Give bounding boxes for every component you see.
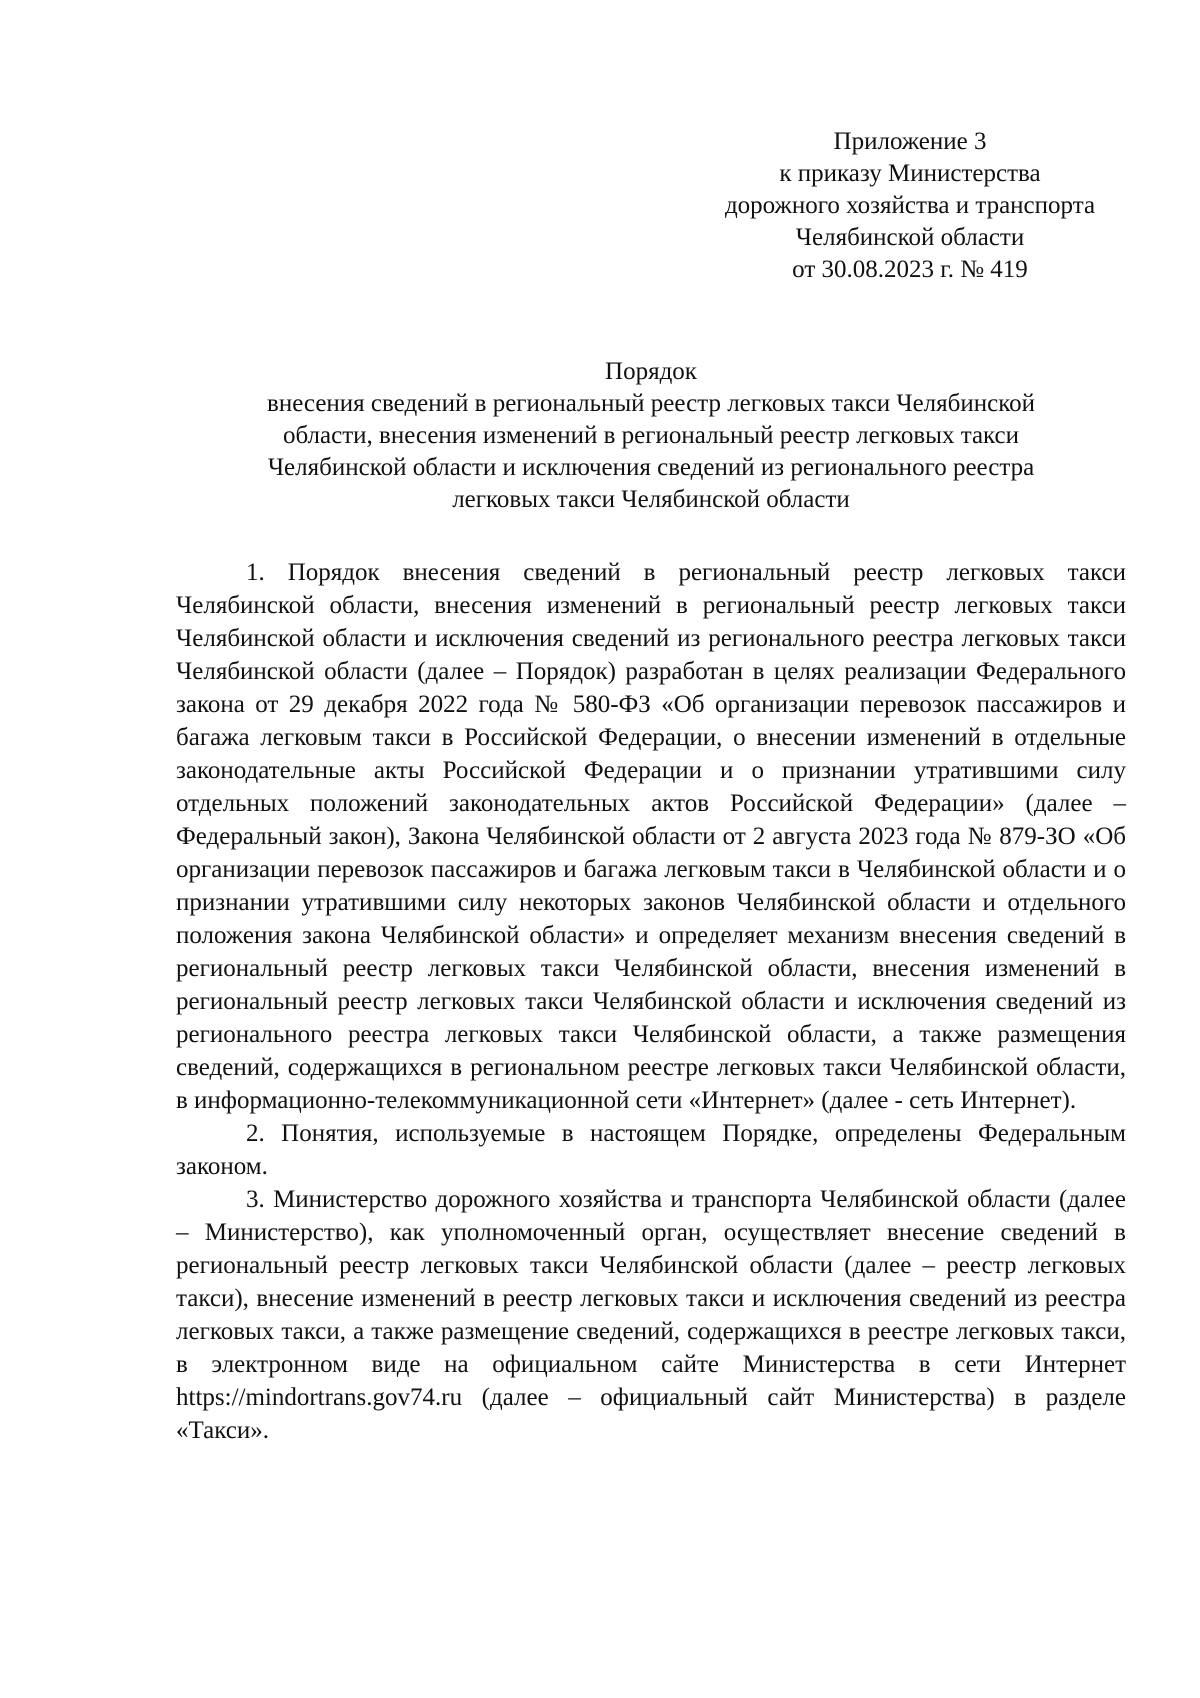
document-body xyxy=(176,556,1126,1447)
appendix-line: Приложение 3 xyxy=(833,128,987,155)
paragraph-2: 2. Понятия, используемые в настоящем Порядке, определены Федеральным законом. xyxy=(176,1120,1126,1180)
appendix-line: к приказу Министерства xyxy=(779,160,1041,187)
title-subtitle-line: Челябинской области и исключения сведений из регионального реестра xyxy=(267,454,1035,481)
title-subtitle-line: области, внесения изменений в региональный реестр легковых такси xyxy=(282,422,1020,449)
appendix-line: дорожного хозяйства и транспорта xyxy=(724,192,1096,219)
paragraph-3: 3. Министерство дорожного хозяйства и транспорта Челябинской области (далее – Министерство), как уполномоченный орган, осуществляет внесение сведений в региональный реестр легковых такси Челябинской области (далее – реестр легковых такси), внесение изменений в реестр легковых такси и исключения сведений из реестра легковых такси, а также размещение сведений, содержащихся в реестре легковых такси, в электронном виде на официальном сайте Министерства в сети Интернет https://mindortrans.gov74.ru (далее – официальный сайт Министерства) в разделе «Такси». xyxy=(176,1186,1126,1444)
title-subtitle-line: внесения сведений в региональный реестр легковых такси Челябинской xyxy=(267,390,1035,417)
appendix-line: от 30.08.2023 г. № 419 xyxy=(792,256,1028,283)
paragraph-1: 1. Порядок внесения сведений в региональный реестр легковых такси Челябинской области, внесения изменений в региональный реестр легковых такси Челябинской области и исключения сведений из регионального реестра легковых такси Челябинской области (далее – Порядок) разработан в целях реализации Федерального закона от 29 декабря 2022 года № 580-ФЗ «Об организации перевозок пассажиров и багажа легковым такси в Российской Федерации, о внесении изменений в отдельные законодательные акты Российской Федерации и о признании утратившими силу отдельных положений законодательных актов Российской Федерации» (далее – Федеральный закон), Закона Челябинской области от 2 августа 2023 года № 879-ЗО «Об организации перевозок пассажиров и багажа легковым такси в Челябинской области и о признании утратившими силу некоторых законов Челябинской области и отдельного положения закона Челябинской области» и определяет механизм внесения сведений в региональный реестр легковых такси Челябинской области, внесения изменений в региональный реестр легковых такси Челябинской области и исключения сведений из регионального реестра легковых такси Челябинской области, а также размещения сведений, содержащихся в региональном реестре легковых такси Челябинской области, в информационно-телекоммуникационной сети «Интернет» (далее - сеть Интернет). xyxy=(176,559,1126,1114)
appendix-line: Челябинской области xyxy=(795,224,1025,251)
appendix-header xyxy=(680,126,1140,286)
title-subtitle-line: легковых такси Челябинской области xyxy=(452,486,850,513)
title-heading: Порядок xyxy=(605,358,697,385)
document-title xyxy=(176,356,1126,516)
